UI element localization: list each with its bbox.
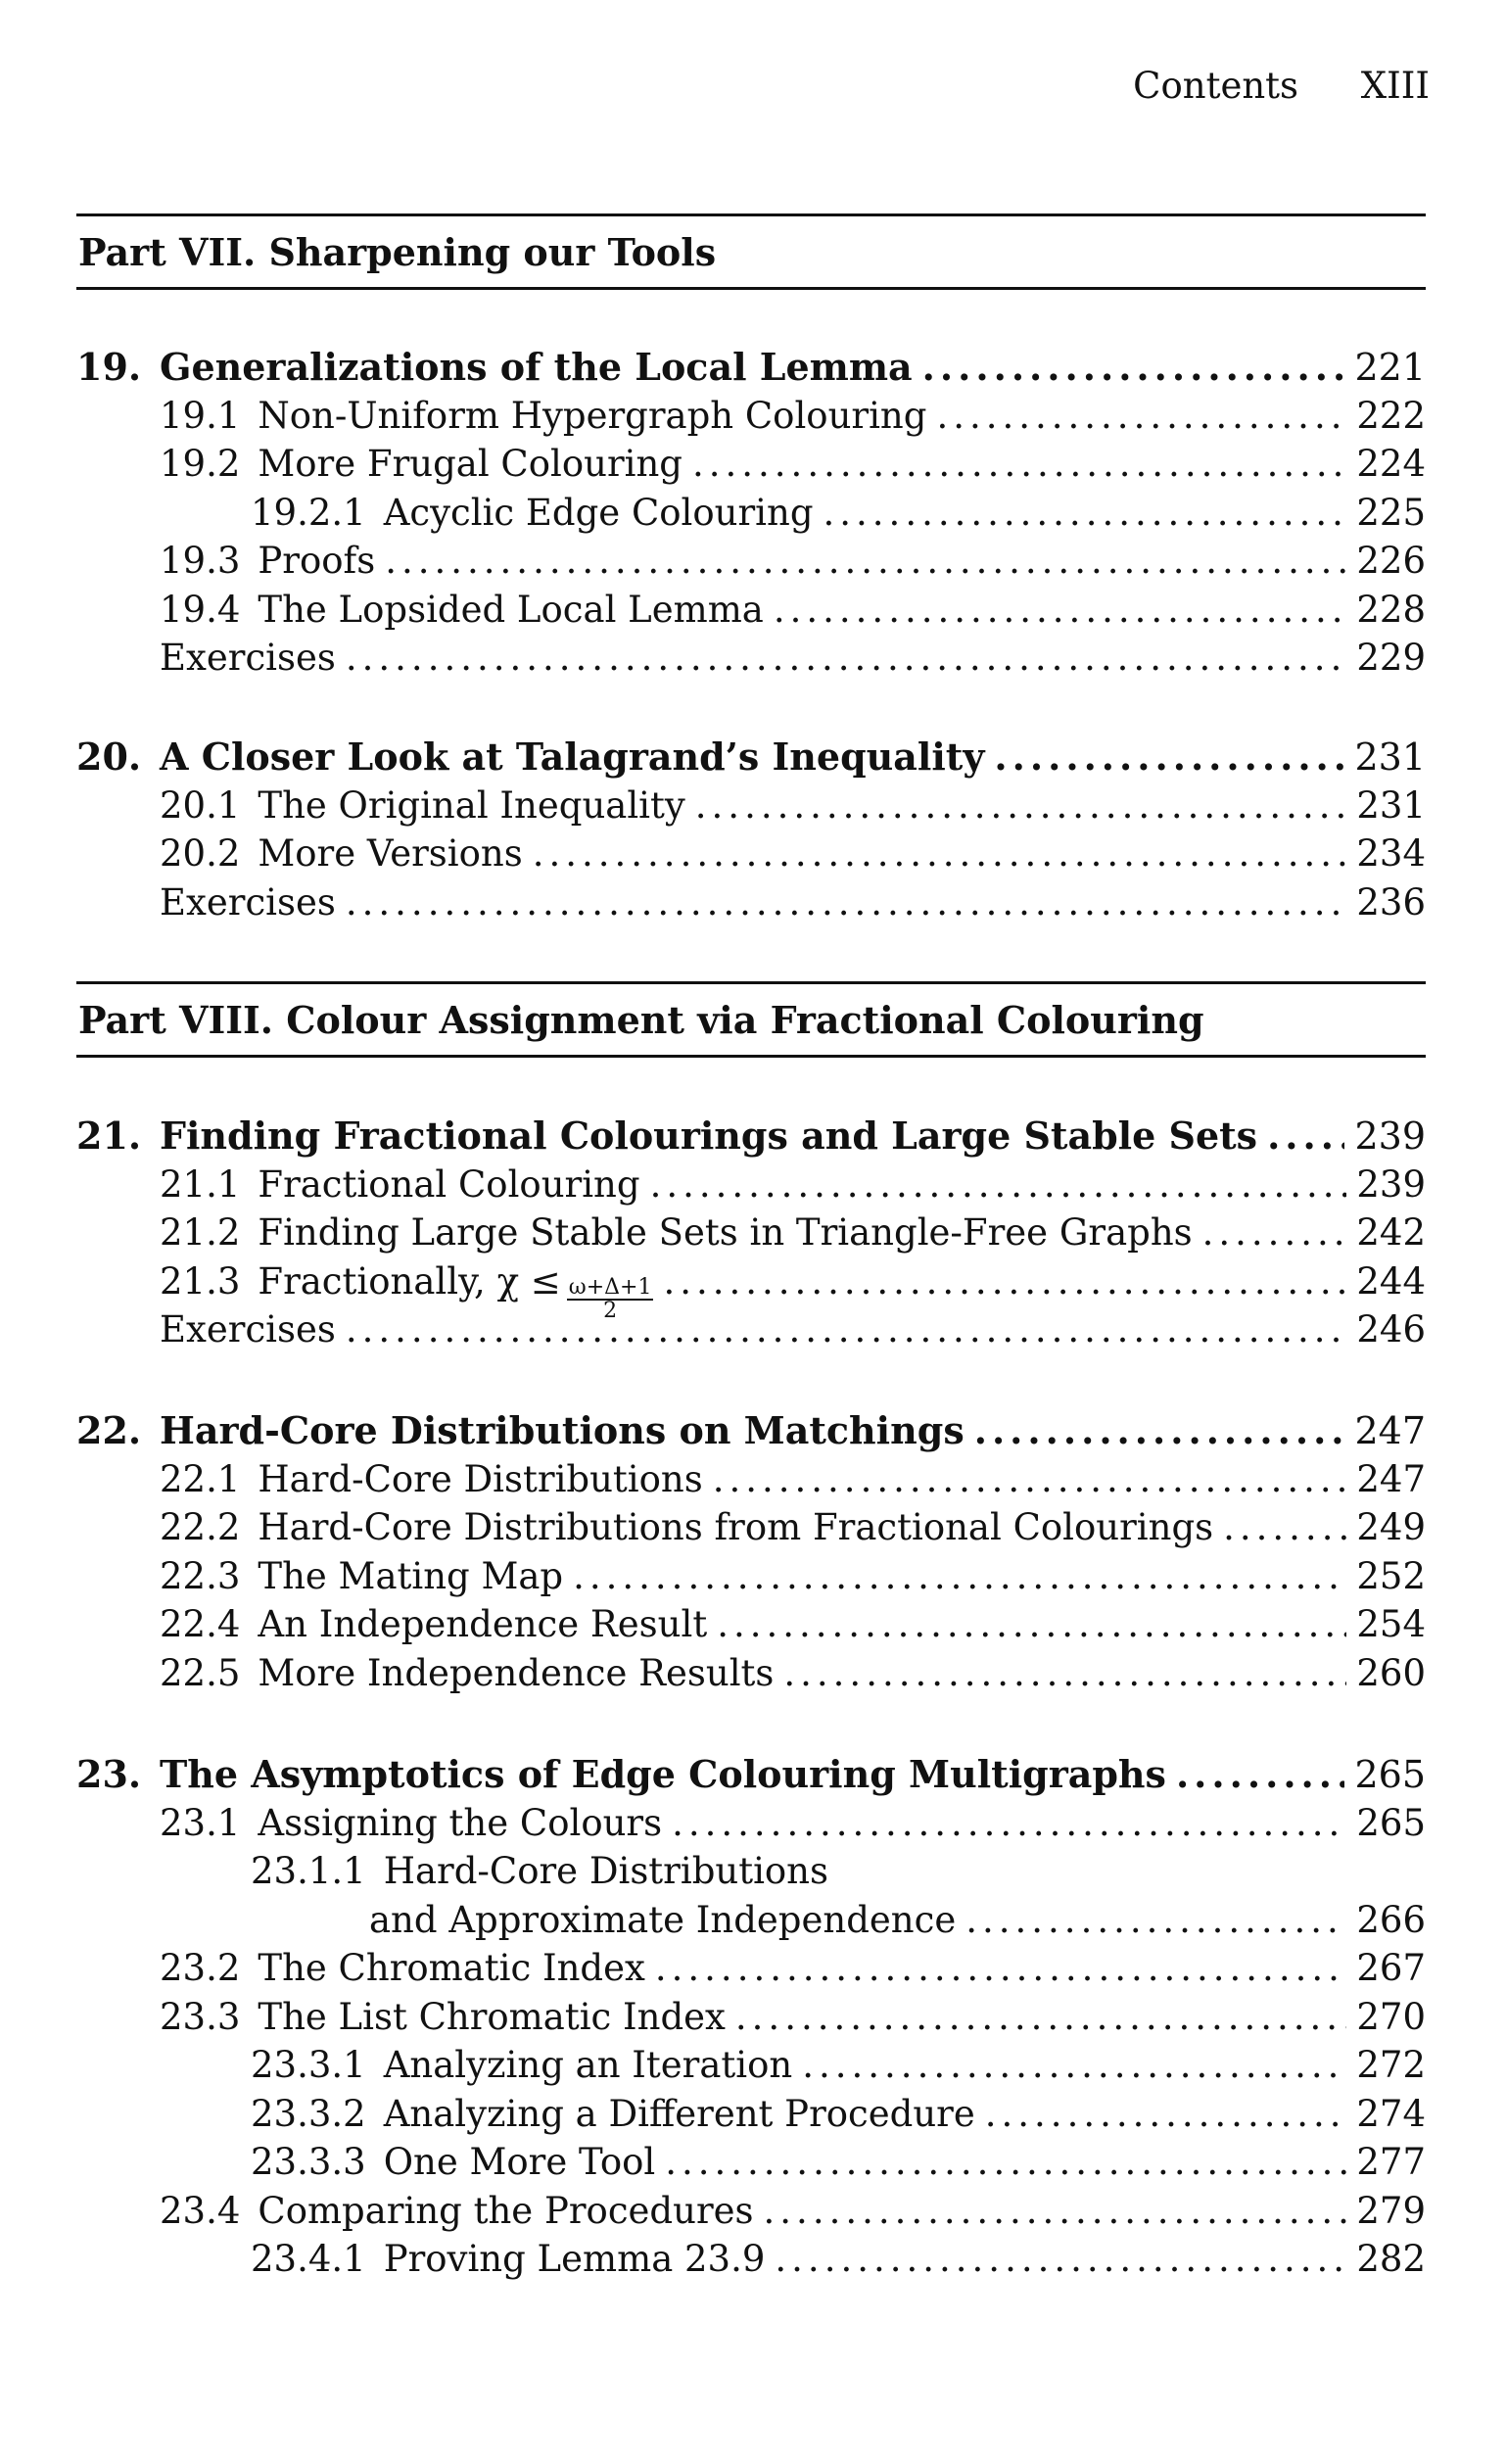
chapter-title: A Closer Look at Talagrand’s Inequality [160,734,985,779]
subsection-title-continued: and Approximate Independence [369,1898,957,1941]
toc-section-entry[interactable] [76,1503,1426,1552]
exercises-title: Exercises [160,1308,336,1350]
toc-section-entry[interactable] [76,586,1426,635]
part-heading-viii [76,981,1426,1058]
exercises-title: Exercises [160,880,336,924]
toc-section-entry[interactable] [76,1552,1426,1601]
section-title: Hard-Core Distributions from Fractional Colourings [258,1506,1214,1548]
toc-section-entry[interactable] [76,392,1426,441]
dot-leader [672,1799,1346,1848]
page-number: 247 [1354,1409,1426,1452]
dot-leader [774,586,1347,635]
dot-leader [985,2090,1347,2139]
part-label: Part VIII. Colour Assignment via Fractional Colouring [78,998,1204,1042]
page-number: 229 [1356,637,1426,679]
toc-section-entry[interactable] [76,782,1426,830]
page-number: 277 [1356,2141,1426,2183]
toc-exercises-entry[interactable] [76,634,1426,683]
section-title: Finding Large Stable Sets in Triangle-Free Graphs [258,1211,1193,1254]
toc-chapter-entry[interactable] [76,733,1426,782]
subsection-title: Proving Lemma 23.9 [383,2238,766,2280]
section-title: The Original Inequality [258,783,685,827]
subsection-title: Analyzing a Different Procedure [383,2092,975,2135]
subsection-title: Acyclic Edge Colouring [383,491,814,534]
toc-section-entry[interactable] [76,2187,1426,2236]
section-number: 20.1 [160,783,241,827]
page-number: 225 [1356,491,1426,534]
section-title: Assigning the Colours [258,1801,663,1844]
fraction-denominator: 2 [603,1298,618,1323]
dot-leader [573,1552,1346,1601]
dot-leader [533,829,1347,878]
section-number: 19.4 [160,588,241,631]
chapter-23 [76,1750,1426,2284]
page-number: 266 [1356,1898,1426,1941]
page-number: 260 [1356,1651,1426,1694]
toc-exercises-entry[interactable] [76,878,1426,927]
dot-leader [922,343,1345,392]
toc-section-entry[interactable] [76,1600,1426,1649]
exercises-title: Exercises [160,637,336,679]
running-head-title: Contents [1133,65,1299,107]
section-title: Fractionally, χ ≤ [258,1259,561,1303]
page-number: 265 [1356,1801,1426,1844]
dot-leader [1202,1208,1347,1257]
page-number: 234 [1356,832,1426,875]
toc-section-entry[interactable] [76,1799,1426,1848]
page-number: 282 [1356,2238,1426,2280]
chapter-number: 21. [76,1114,142,1158]
toc-section-entry[interactable] [76,829,1426,878]
dot-leader [802,2041,1346,2090]
dot-leader [974,1406,1345,1455]
dot-leader [655,1944,1346,1993]
section-title: More Frugal Colouring [258,443,682,485]
part-label: Part VII. Sharpening our Tools [78,230,717,274]
page-number: 236 [1356,880,1426,924]
subsection-title: One More Tool [383,2141,656,2183]
subsection-title: Analyzing an Iteration [383,2044,793,2086]
chapter-20 [76,733,1426,926]
dot-leader [783,1649,1346,1698]
toc-section-entry[interactable] [76,1208,1426,1257]
section-title: An Independence Result [258,1603,708,1645]
section-number: 23.4 [160,2189,241,2232]
dot-leader [385,537,1346,586]
subsection-number: 23.3.1 [251,2044,366,2086]
page-number: 247 [1356,1457,1426,1500]
toc-section-entry[interactable] [76,1257,1426,1323]
toc-subsection-entry[interactable] [76,2138,1426,2187]
subsection-number: 23.3.2 [251,2092,366,2135]
dot-leader [994,733,1344,782]
page-number: 228 [1356,588,1426,631]
toc-section-entry[interactable] [76,1455,1426,1504]
dot-leader [1223,1503,1346,1552]
section-number: 23.3 [160,1995,241,2038]
toc-section-entry[interactable] [76,1649,1426,1698]
dot-leader [665,2138,1346,2187]
subsection-number: 23.1.1 [251,1850,366,1892]
section-title: Non-Uniform Hypergraph Colouring [258,394,927,437]
section-number: 22.4 [160,1603,241,1645]
dot-leader [346,1305,1346,1354]
section-title: More Versions [258,832,523,875]
page-number: 265 [1354,1753,1426,1796]
section-number: 21.3 [160,1259,241,1303]
toc-chapter-entry[interactable] [76,1750,1426,1799]
page-number: 246 [1356,1308,1426,1350]
section-number: 23.1 [160,1801,241,1844]
toc-chapter-entry[interactable] [76,343,1426,392]
running-head-page-number: XIII [1360,65,1430,107]
toc-subsection-entry[interactable] [76,2041,1426,2090]
section-number: 19.2 [160,443,241,485]
page-number: 239 [1354,1114,1426,1158]
part-rule-bottom [76,287,1426,290]
section-title: The Lopsided Local Lemma [258,588,764,631]
section-number: 19.1 [160,394,241,437]
page-number: 244 [1356,1259,1426,1303]
dot-leader [775,2235,1346,2284]
dot-leader [717,1600,1346,1649]
page-number: 270 [1356,1995,1426,2038]
section-number: 21.1 [160,1162,241,1206]
dot-leader [764,2187,1347,2236]
page-number: 254 [1356,1603,1426,1645]
subsection-number: 23.4.1 [251,2238,366,2280]
subsection-number: 23.3.3 [251,2141,366,2183]
toc-section-entry[interactable] [76,537,1426,586]
part-heading-vii [76,213,1426,290]
page-number: 272 [1356,2044,1426,2086]
page-number: 231 [1356,783,1426,827]
chapter-19 [76,343,1426,683]
toc-subsection-entry[interactable] [76,2235,1426,2284]
section-title: The Chromatic Index [258,1947,645,1989]
toc-subsection-entry[interactable] [76,1847,1426,1896]
section-title: Hard-Core Distributions [258,1457,703,1500]
page-number: 249 [1356,1506,1426,1548]
page-number: 221 [1354,346,1426,389]
section-number: 20.2 [160,832,241,875]
section-title: Comparing the Procedures [258,2189,754,2232]
page-number: 222 [1356,394,1426,437]
section-title: More Independence Results [258,1651,775,1694]
chapter-title: The Asymptotics of Edge Colouring Multigraphs [160,1752,1166,1796]
chapter-number: 22. [76,1408,142,1452]
chapter-22 [76,1406,1426,1697]
section-title: The Mating Map [258,1554,564,1597]
dot-leader [695,782,1347,830]
dot-leader [1267,1112,1344,1161]
chapter-title: Generalizations of the Local Lemma [160,345,913,389]
page-number: 274 [1356,2092,1426,2135]
dot-leader [965,1896,1346,1945]
subsection-title: Hard-Core Distributions [383,1850,829,1892]
toc-section-entry[interactable] [76,1944,1426,1993]
dot-leader [735,1993,1346,2042]
dot-leader [713,1455,1347,1504]
page-number: 239 [1356,1162,1426,1206]
page-number: 224 [1356,443,1426,485]
chapter-number: 19. [76,345,142,389]
page-number: 252 [1356,1554,1426,1597]
toc-section-entry[interactable] [76,1993,1426,2042]
section-number: 23.2 [160,1947,241,1989]
section-title: The List Chromatic Index [258,1995,726,2038]
section-title: Fractional Colouring [258,1162,640,1206]
chapter-title: Hard-Core Distributions on Matchings [160,1408,965,1452]
dot-leader [936,392,1346,441]
dot-leader [663,1257,1346,1306]
toc-subsection-continuation[interactable] [76,1896,1426,1945]
dot-leader [692,440,1346,489]
section-number: 19.3 [160,540,241,582]
chapter-title: Finding Fractional Colourings and Large Stable Sets [160,1114,1258,1158]
page-number: 231 [1354,735,1426,779]
page-number: 279 [1356,2189,1426,2232]
chapter-number: 20. [76,734,142,779]
chapter-21 [76,1112,1426,1354]
running-head [1133,65,1430,107]
page-number: 226 [1356,540,1426,582]
toc-chapter-entry[interactable] [76,1112,1426,1161]
section-number: 22.3 [160,1554,241,1597]
section-number: 22.5 [160,1651,241,1694]
toc-section-entry[interactable] [76,1161,1426,1209]
dot-leader [824,489,1347,538]
toc-chapter-entry[interactable] [76,1406,1426,1455]
dot-leader [346,878,1346,927]
page-number: 267 [1356,1947,1426,1989]
dot-leader [346,634,1346,683]
dot-leader [1176,1750,1345,1799]
section-number: 22.2 [160,1506,241,1548]
fraction-numerator: ω+Δ+1 [568,1274,652,1300]
page-number: 242 [1356,1211,1426,1254]
toc-subsection-entry[interactable] [76,2090,1426,2139]
toc-section-entry[interactable] [76,440,1426,489]
chapter-number: 23. [76,1752,142,1796]
subsection-number: 19.2.1 [251,491,366,534]
section-title: Proofs [258,540,376,582]
section-number: 22.1 [160,1457,241,1500]
part-rule-bottom [76,1055,1426,1058]
section-number: 21.2 [160,1211,241,1254]
toc-subsection-entry[interactable] [76,489,1426,538]
toc-exercises-entry[interactable] [76,1305,1426,1354]
dot-leader [650,1161,1347,1209]
